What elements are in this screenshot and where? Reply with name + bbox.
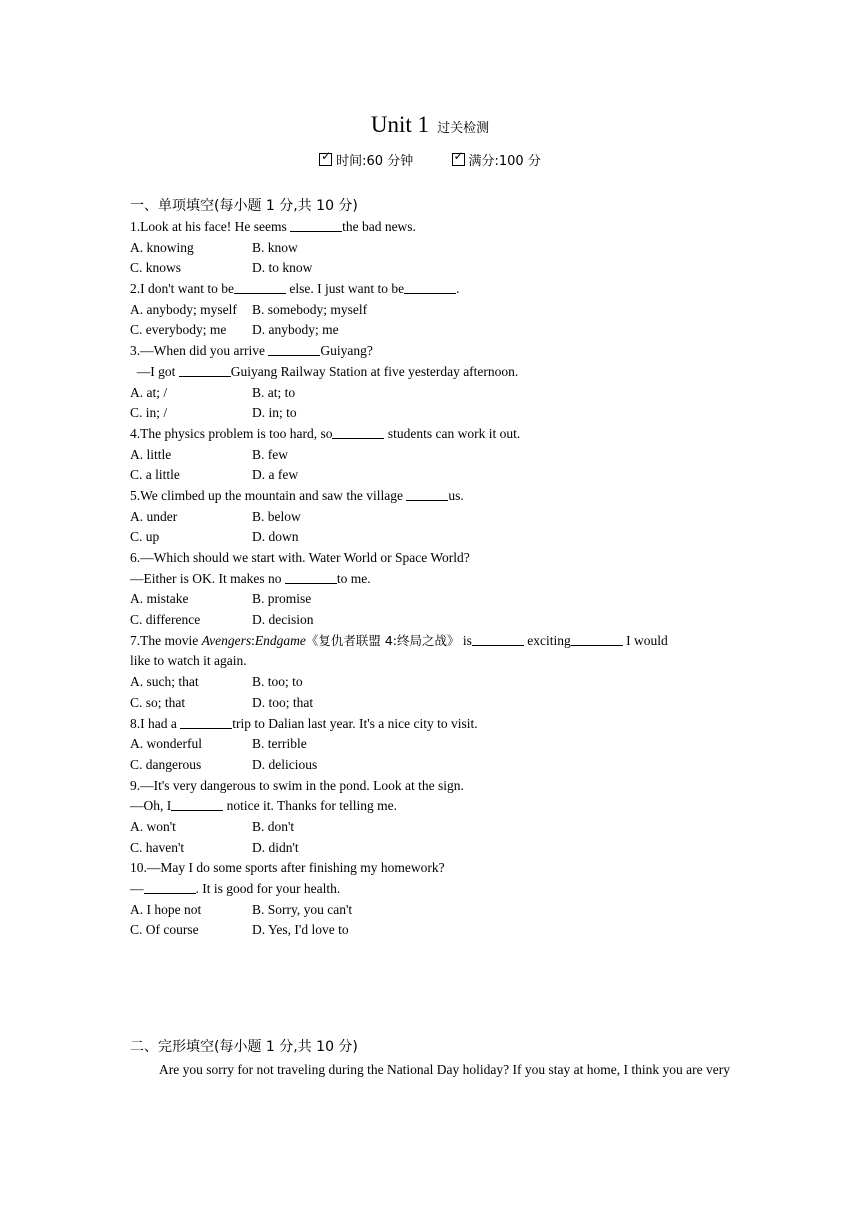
question-stem: 3.—When did you arrive Guiyang? [130, 343, 373, 359]
question-stem: 9.—It's very dangerous to swim in the pond. Look at the sign. [130, 777, 464, 793]
checkbox-icon [452, 153, 465, 166]
option-d[interactable]: D. delicious [252, 756, 318, 772]
option-row [130, 403, 735, 424]
answer-blank[interactable] [290, 218, 342, 232]
answer-blank[interactable] [234, 280, 286, 294]
option-c[interactable]: C. in; / [130, 405, 168, 421]
question-stem-line2: —Oh, I notice it. Thanks for telling me. [130, 798, 397, 814]
option-a[interactable]: A. knowing [130, 239, 194, 255]
option-c[interactable]: C. a little [130, 467, 180, 483]
question-stem: 2.I don't want to be else. I just want to be . [130, 281, 460, 297]
title-row [0, 112, 860, 138]
answer-blank[interactable] [144, 880, 196, 894]
answer-blank[interactable] [404, 280, 456, 294]
option-d[interactable]: D. too; that [252, 694, 314, 710]
option-a[interactable]: A. I hope not [130, 901, 202, 917]
question-stem-line2: —I got Guiyang Railway Station at five yesterday afternoon. [130, 363, 519, 379]
option-d[interactable]: D. didn't [252, 839, 299, 855]
option-c[interactable]: C. Of course [130, 922, 199, 938]
answer-blank[interactable] [171, 797, 223, 811]
option-row [130, 817, 735, 838]
question-stem: 10.—May I do some sports after finishing my homework? [130, 860, 445, 876]
option-a[interactable]: A. wonderful [130, 736, 202, 752]
question-stem-line2: like to watch it again. [130, 653, 247, 669]
option-d[interactable]: D. in; to [252, 405, 297, 421]
exam-meta [0, 150, 860, 169]
option-d[interactable]: D. Yes, I'd love to [252, 922, 349, 938]
option-row [130, 238, 735, 259]
option-b[interactable]: B. somebody; myself [252, 301, 368, 317]
option-b[interactable]: B. know [252, 239, 298, 255]
option-row [130, 320, 735, 341]
option-b[interactable]: B. don't [252, 818, 295, 834]
option-b[interactable]: B. at; to [252, 384, 296, 400]
option-b[interactable]: B. below [252, 508, 301, 524]
option-c[interactable]: C. haven't [130, 839, 185, 855]
option-a[interactable]: A. mistake [130, 591, 189, 607]
question-stem-line2: — . It is good for your health. [130, 881, 341, 896]
option-row [130, 693, 735, 714]
option-b[interactable]: B. terrible [252, 736, 307, 752]
question-stem: 1.Look at his face! He seems the bad news. [130, 219, 416, 234]
cloze-passage: Are you sorry for not traveling during the National Day holiday? If you stay at home, I think you are very [159, 1062, 730, 1077]
section-heading-2: 二、完形填空(每小题 1 分,共 10 分) [130, 1039, 358, 1055]
option-row [130, 300, 735, 321]
option-c[interactable]: C. knows [130, 260, 182, 276]
answer-blank[interactable] [180, 715, 232, 729]
answer-blank[interactable] [268, 342, 320, 356]
option-row [130, 734, 735, 755]
question-list [130, 217, 735, 941]
option-a[interactable]: A. little [130, 446, 172, 462]
unit-subtitle: 过关检测 [437, 121, 490, 136]
option-row [130, 920, 735, 941]
section-heading-1: 一、单项填空(每小题 1 分,共 10 分) [130, 198, 358, 214]
option-c[interactable]: C. dangerous [130, 756, 202, 772]
checkbox-icon [319, 153, 332, 166]
answer-blank[interactable] [285, 570, 337, 584]
option-row [130, 445, 735, 466]
option-a[interactable]: A. under [130, 508, 178, 524]
option-a[interactable]: A. won't [130, 818, 176, 834]
option-row [130, 527, 735, 548]
unit-title: Unit 1 [370, 112, 430, 137]
option-row [130, 672, 735, 693]
option-b[interactable]: B. Sorry, you can't [252, 901, 353, 917]
full-score: 满分:100 分 [468, 154, 541, 169]
option-d[interactable]: D. a few [252, 467, 299, 483]
question-stem: 7.The movie Avengers:Endgame《复仇者联盟 4:终局之战》 is exciting I would [130, 632, 668, 648]
answer-blank[interactable] [472, 632, 524, 646]
option-row [130, 507, 735, 528]
option-b[interactable]: B. promise [252, 591, 312, 607]
option-row [130, 838, 735, 859]
option-row [130, 589, 735, 610]
option-b[interactable]: B. too; to [252, 674, 303, 690]
question-stem: 8.I had a trip to Dalian last year. It's a nice city to visit. [130, 715, 478, 731]
question-stem-line2: —Either is OK. It makes no to me. [130, 570, 371, 586]
question-stem: 6.—Which should we start with. Water World or Space World? [130, 550, 470, 565]
option-row [130, 258, 735, 279]
option-d[interactable]: D. down [252, 529, 299, 545]
answer-blank[interactable] [332, 425, 384, 439]
option-c[interactable]: C. difference [130, 612, 201, 628]
option-a[interactable]: A. at; / [130, 384, 168, 400]
option-b[interactable]: B. few [252, 446, 288, 462]
option-d[interactable]: D. decision [252, 612, 314, 628]
question-stem: 4.The physics problem is too hard, so students can work it out. [130, 425, 521, 441]
option-d[interactable]: D. anybody; me [252, 322, 339, 338]
answer-blank[interactable] [406, 487, 448, 501]
question-stem: 5.We climbed up the mountain and saw the village us. [130, 487, 464, 503]
option-row [130, 465, 735, 486]
option-row [130, 900, 735, 921]
option-d[interactable]: D. to know [252, 260, 313, 276]
answer-blank[interactable] [571, 632, 623, 646]
option-c[interactable]: C. up [130, 529, 160, 545]
time-limit: 时间:60 分钟 [336, 154, 414, 169]
option-c[interactable]: C. everybody; me [130, 322, 227, 338]
option-row [130, 383, 735, 404]
option-a[interactable]: A. anybody; myself [130, 301, 237, 317]
option-c[interactable]: C. so; that [130, 694, 186, 710]
option-a[interactable]: A. such; that [130, 674, 199, 690]
option-row [130, 610, 735, 631]
answer-blank[interactable] [179, 363, 231, 377]
option-row [130, 755, 735, 776]
